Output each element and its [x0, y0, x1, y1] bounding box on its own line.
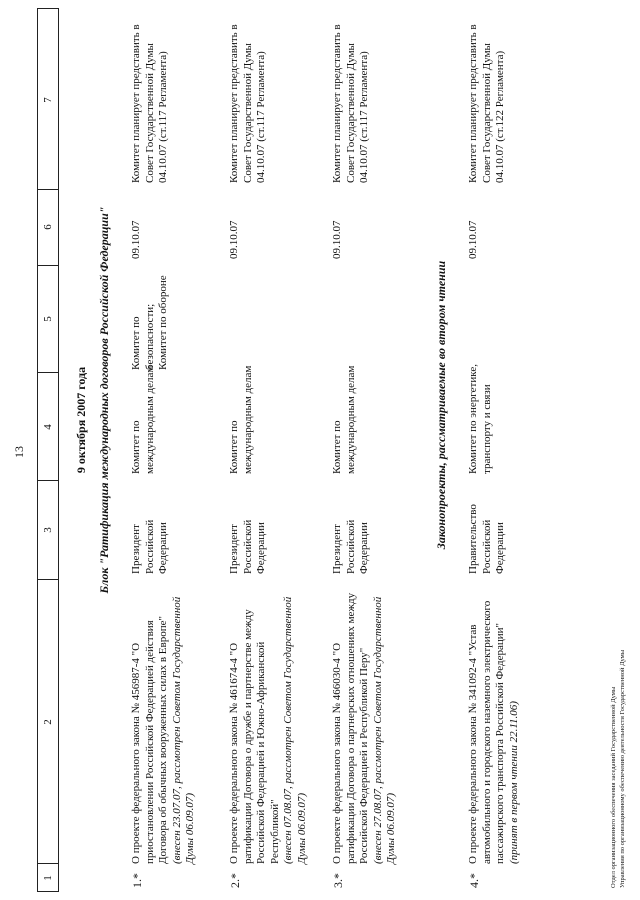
initiator: Президент Российской Федерации	[228, 519, 267, 574]
remark: Комитет планирует представить в Совет Государственной Думы 04.10.07 (ст.117 Регламента)	[228, 24, 267, 183]
bill-description	[130, 592, 198, 864]
row-number: 1.*	[130, 873, 144, 888]
column-header-1: 1	[42, 875, 54, 881]
initiator: Правительство Российской Федерации	[467, 504, 506, 574]
bill-note: (принят в первом чтении 22.11.06)	[507, 701, 520, 864]
bill-note: (внесен 27.08.07, рассмотрен Советом Государственной Думы 06.09.07)	[371, 596, 397, 864]
block-heading: Блок "Ратификация международных договоров Российской Федерации"	[97, 206, 111, 594]
page-number: 13	[12, 446, 26, 458]
column-header-7: 7	[42, 97, 54, 103]
header-divider	[37, 189, 59, 190]
bill-description	[467, 592, 521, 864]
responsible-committee: Комитет по международным делам	[331, 365, 357, 474]
responsible-committee: Комитет по международным делам	[130, 365, 156, 474]
column-header-2: 2	[42, 719, 54, 725]
bill-title: О проекте федерального закона № 461674-4 "О ратификации Договора о дружбе и партнерстве между Российской Федерацией и Южно-Африканской Республикой"	[228, 609, 281, 864]
review-date: 09.10.07	[130, 220, 142, 259]
row-number: 4.*	[467, 873, 481, 888]
row-number: 3.*	[331, 873, 345, 888]
review-date: 09.10.07	[228, 220, 240, 259]
remark: Комитет планирует представить в Совет Государственной Думы 04.10.07 (ст.122 Регламента)	[467, 24, 506, 183]
bill-note: (внесен 07.08.07, рассмотрен Советом Государственной Думы 06.09.07)	[282, 596, 308, 864]
header-divider	[37, 265, 59, 266]
bill-description	[331, 592, 399, 864]
column-header-5: 5	[42, 316, 54, 322]
responsible-committee: Комитет по энергетике, транспорту и связи	[467, 364, 493, 474]
header-divider	[37, 480, 59, 481]
header-divider	[37, 8, 59, 9]
header-top-border	[37, 8, 38, 892]
header-divider	[37, 579, 59, 580]
co-committee: Комитет по безопасности; Комитет по обороне	[130, 275, 169, 370]
header-divider	[37, 372, 59, 373]
section-heading: Законопроекты, рассматриваемые во втором чтении	[434, 260, 448, 550]
header-bottom-border	[58, 8, 59, 892]
bill-title: О проекте федерального закона № 456987-4 "О приостановлении Российской Федерацией действия Договора об обычных вооруженных силах в Европе"	[130, 616, 169, 864]
footer-line-1: Отдел организационного обеспечения заседаний Государственной Думы	[610, 686, 617, 888]
remark: Комитет планирует представить в Совет Государственной Думы 04.10.07 (ст.117 Регламента)	[331, 24, 370, 183]
bill-title: О проекте федерального закона № 466030-4 "О ратификации Договора о партнерских отношениях между Российской Федерацией и Республикой Перу"	[331, 592, 370, 864]
bill-description	[228, 592, 309, 864]
date-heading: 9 октября 2007 года	[74, 366, 88, 474]
initiator: Президент Российской Федерации	[331, 519, 370, 574]
row-number: 2.*	[228, 873, 242, 888]
column-header-3: 3	[42, 527, 54, 533]
review-date: 09.10.07	[467, 220, 479, 259]
initiator: Президент Российской Федерации	[130, 519, 169, 574]
remark: Комитет планирует представить в Совет Государственной Думы 04.10.07 (ст.117 Регламента)	[130, 24, 169, 183]
footer-line-2: Управления по организационному обеспечению деятельности Государственной Думы	[619, 649, 626, 888]
bill-note: (внесен 23.07.07, рассмотрен Советом Государственной Думы 06.09.07)	[170, 596, 196, 864]
bill-title: О проекте федерального закона № 341092-4 "Устав автомобильного и городского наземного электрического пассажирского транспорта Российской Федерации"	[467, 600, 506, 864]
responsible-committee: Комитет по международным делам	[228, 365, 254, 474]
review-date: 09.10.07	[331, 220, 343, 259]
column-header-6: 6	[42, 224, 54, 230]
column-header-4: 4	[42, 424, 54, 430]
